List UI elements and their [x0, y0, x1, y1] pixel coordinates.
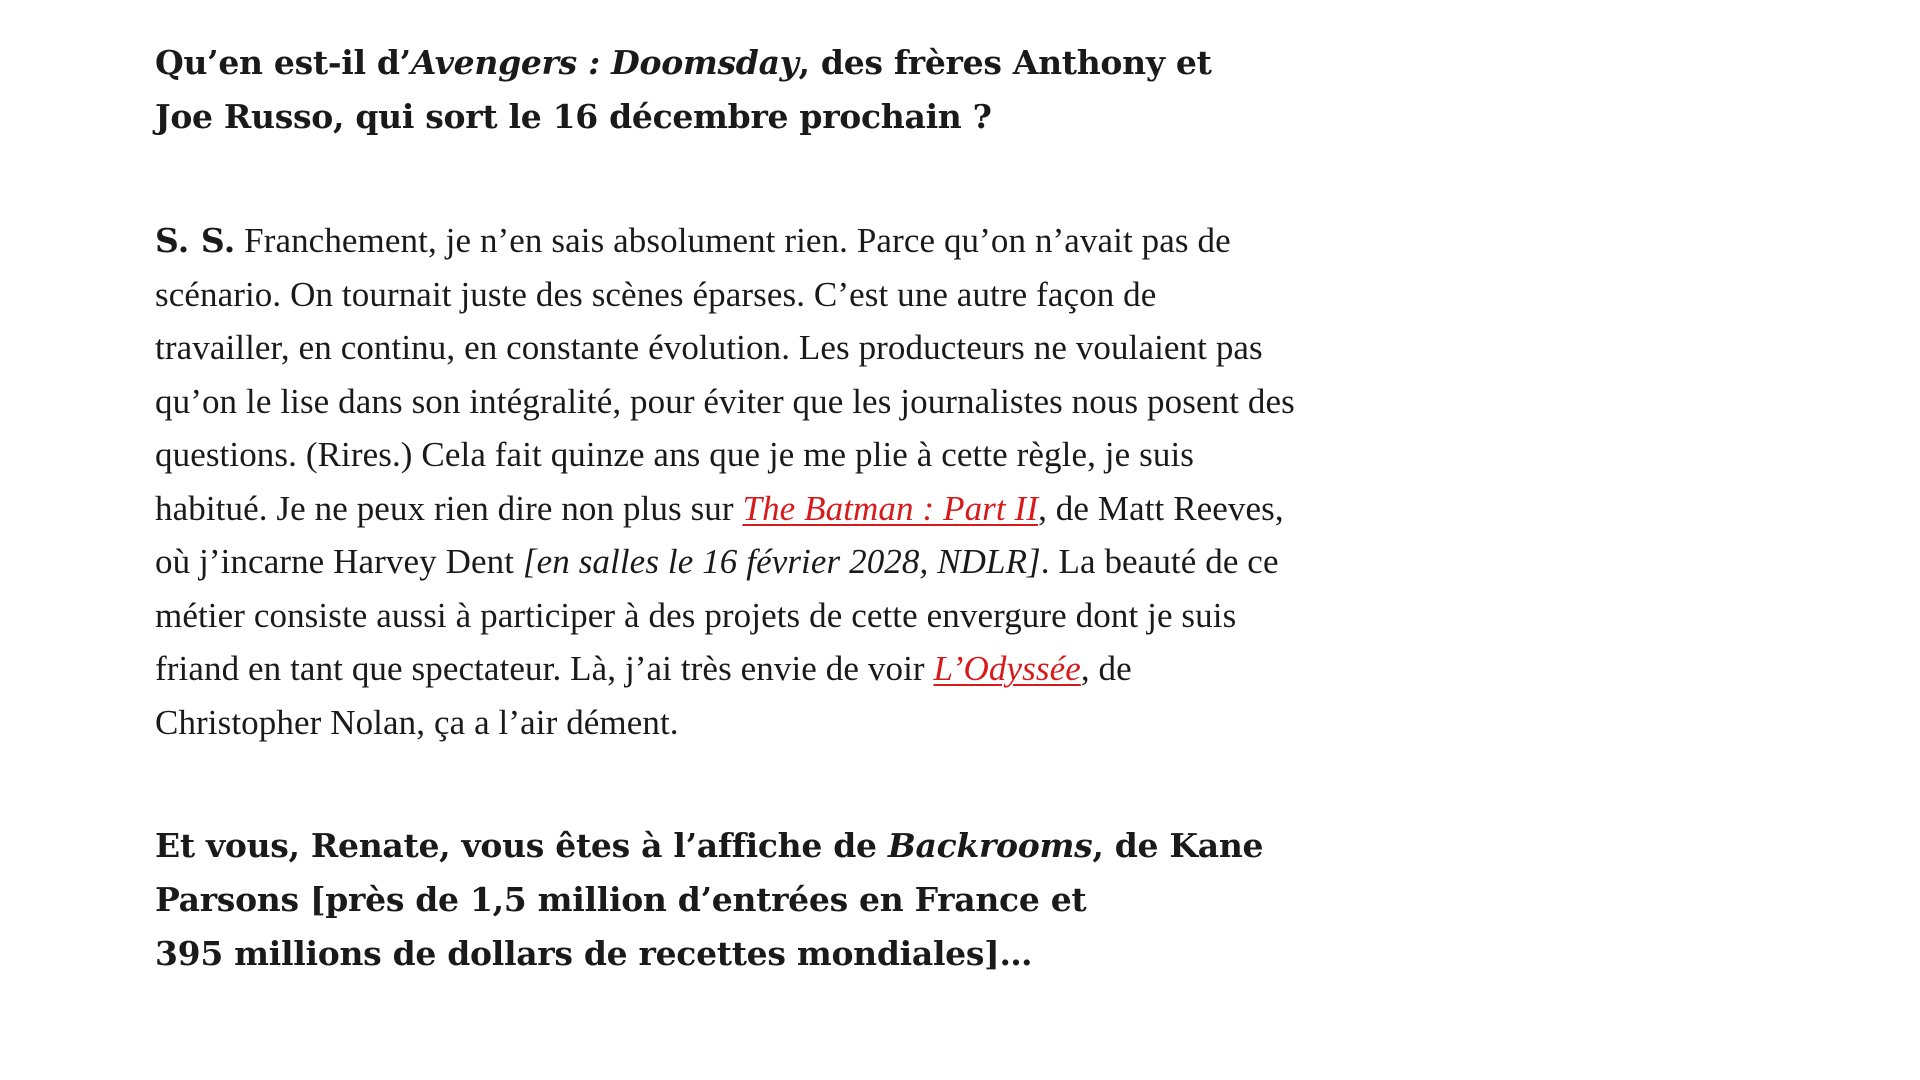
l-odyssee-link[interactable]: L’Odyssée: [933, 649, 1081, 688]
interview-answer-1: [155, 214, 1295, 749]
the-batman-part-ii-link[interactable]: The Batman : Part II: [742, 488, 1039, 528]
question-2-line-3: 395 millions de dollars de recettes mondiales]…: [155, 934, 1033, 973]
question-2-prefix: Et vous, Renate, vous êtes à l’affiche de: [155, 826, 888, 865]
answer-1-text-part-4: , de Christopher Nolan, ça a l’air dément.: [155, 649, 1132, 742]
interview-question-1: [155, 36, 1295, 144]
article-body: [155, 36, 1295, 981]
question-1-film-title: Avengers : Doomsday: [410, 43, 799, 82]
question-1-line-2: Joe Russo, qui sort le 16 décembre prochain ?: [155, 97, 992, 136]
question-2-line-2: Parsons [près de 1,5 million d’entrées en France et: [155, 880, 1087, 919]
editor-note: [en salles le 16 février 2028, NDLR]: [522, 542, 1041, 581]
question-2-film-title: Backrooms: [887, 826, 1093, 865]
speaker-initials: S. S.: [155, 221, 236, 260]
interview-question-2: [155, 819, 1295, 981]
question-1-line-1-suffix: , des frères Anthony et: [798, 43, 1212, 82]
answer-1-text-part-2: , de Matt Reeves, où j’incarne Harvey Dent: [155, 488, 1284, 581]
question-1-prefix: Qu’en est-il d’: [155, 43, 411, 82]
answer-1-text-part-1: Franchement, je n’en sais absolument rien. Parce qu’on n’avait pas de scénario. On tournait juste des scènes éparses. C’est une autre façon de travailler, en continu, en constante évolution. Les producteurs ne voulaient pas qu’on le lise dans son intégralité, pour éviter que les journalistes nous posent des questions. (Rires.) Cela fait quinze ans que je me plie à cette règle, je suis habitué. Je ne peux rien dire non plus sur: [155, 221, 1295, 528]
answer-1-text-part-3: . La beauté de ce métier consiste aussi à participer à des projets de cette envergure dont je suis friand en tant que spectateur. Là, j’ai très envie de voir: [155, 542, 1279, 688]
question-2-line-1-suffix: , de Kane: [1092, 826, 1264, 865]
